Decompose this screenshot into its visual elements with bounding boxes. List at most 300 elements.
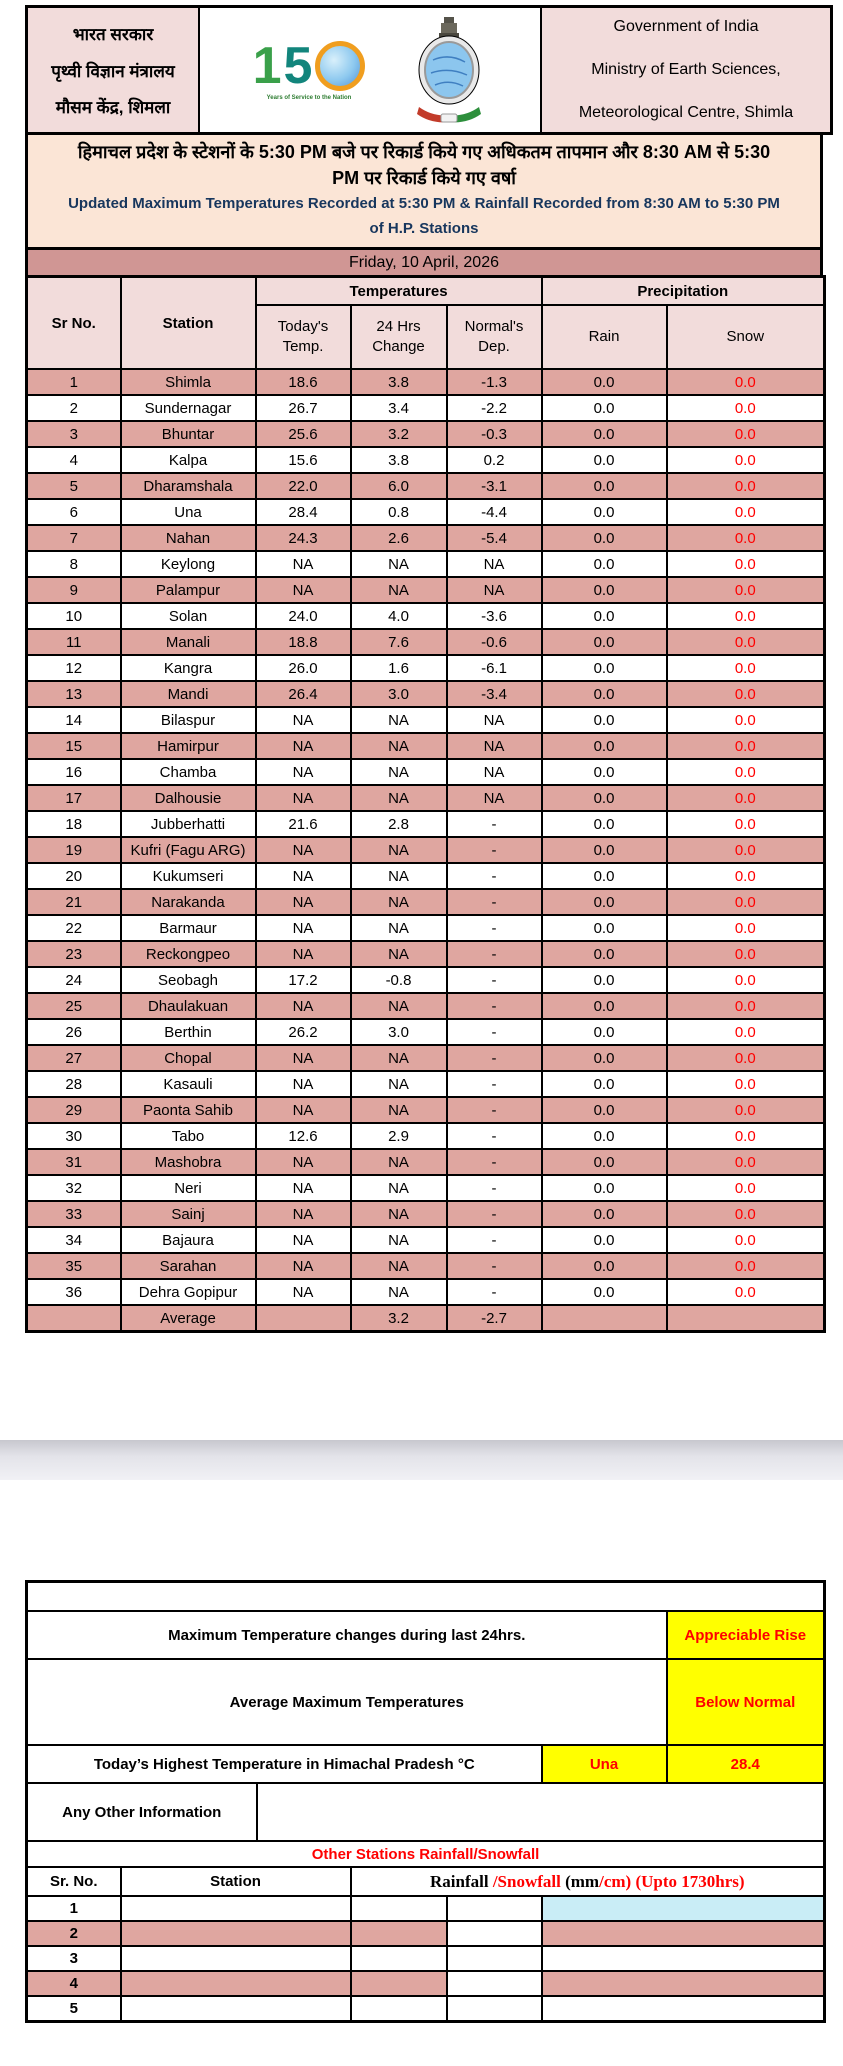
station-row bbox=[27, 1019, 825, 1045]
title-band bbox=[25, 132, 823, 250]
rain-cell bbox=[542, 1305, 667, 1332]
other-sr-cell: 5 bbox=[27, 1996, 121, 2022]
rain-cell: 0.0 bbox=[542, 1175, 667, 1201]
temp-cell: 24.3 bbox=[256, 525, 351, 551]
bulletin-document bbox=[25, 5, 823, 1333]
station-row bbox=[27, 915, 825, 941]
dep-cell: NA bbox=[447, 551, 542, 577]
station-name-cell: Solan bbox=[121, 603, 256, 629]
change-cell: 3.4 bbox=[351, 395, 447, 421]
sr-cell: 18 bbox=[27, 811, 121, 837]
snow-cell: 0.0 bbox=[667, 525, 825, 551]
col-header-normals-dep: Normal's Dep. bbox=[447, 305, 542, 369]
station-row bbox=[27, 1045, 825, 1071]
rain-cell: 0.0 bbox=[542, 395, 667, 421]
temp-cell: 18.8 bbox=[256, 629, 351, 655]
snow-cell: 0.0 bbox=[667, 759, 825, 785]
rain-cell: 0.0 bbox=[542, 629, 667, 655]
sr-cell: 13 bbox=[27, 681, 121, 707]
snow-cell: 0.0 bbox=[667, 993, 825, 1019]
snow-cell: 0.0 bbox=[667, 967, 825, 993]
station-name-cell: Una bbox=[121, 499, 256, 525]
other-c3-cell bbox=[351, 1996, 447, 2022]
other-c4-cell bbox=[447, 1946, 542, 1971]
dep-cell: - bbox=[447, 863, 542, 889]
station-row bbox=[27, 473, 825, 499]
station-name-cell: Kangra bbox=[121, 655, 256, 681]
temp-cell: NA bbox=[256, 1227, 351, 1253]
station-row bbox=[27, 785, 825, 811]
dep-cell: - bbox=[447, 1175, 542, 1201]
logo-150-digits bbox=[252, 36, 366, 95]
dep-cell: -1.3 bbox=[447, 369, 542, 395]
temp-cell: 22.0 bbox=[256, 473, 351, 499]
col-group-temperatures: Temperatures bbox=[256, 277, 542, 306]
other-sr-cell: 4 bbox=[27, 1971, 121, 1996]
station-row bbox=[27, 525, 825, 551]
empty-spacer-row bbox=[27, 1582, 825, 1612]
station-name-cell: Dalhousie bbox=[121, 785, 256, 811]
station-name-cell: Palampur bbox=[121, 577, 256, 603]
logos-cell bbox=[199, 7, 541, 134]
temp-cell: NA bbox=[256, 1253, 351, 1279]
change-cell: 3.0 bbox=[351, 1019, 447, 1045]
col-header-snow: Snow bbox=[667, 305, 825, 369]
station-row bbox=[27, 1071, 825, 1097]
temp-cell: 26.7 bbox=[256, 395, 351, 421]
sr-cell: 32 bbox=[27, 1175, 121, 1201]
station-name-cell: Tabo bbox=[121, 1123, 256, 1149]
station-row bbox=[27, 993, 825, 1019]
org-name-english bbox=[542, 8, 830, 132]
col-header-station: Station bbox=[121, 277, 256, 370]
rain-cell: 0.0 bbox=[542, 941, 667, 967]
rainfall-header-segment: (Upto 1730hrs) bbox=[631, 1871, 745, 1891]
dep-cell: -2.7 bbox=[447, 1305, 542, 1332]
station-row bbox=[27, 707, 825, 733]
temp-cell: 28.4 bbox=[256, 499, 351, 525]
dep-cell: - bbox=[447, 1071, 542, 1097]
bulletin-date: Friday, 10 April, 2026 bbox=[25, 247, 823, 278]
station-name-cell: Paonta Sahib bbox=[121, 1097, 256, 1123]
station-row bbox=[27, 1227, 825, 1253]
other-sr-cell: 3 bbox=[27, 1946, 121, 1971]
temp-cell: NA bbox=[256, 551, 351, 577]
sr-cell: 15 bbox=[27, 733, 121, 759]
header-table bbox=[25, 5, 833, 135]
station-row bbox=[27, 395, 825, 421]
sr-cell: 8 bbox=[27, 551, 121, 577]
dep-cell: -3.4 bbox=[447, 681, 542, 707]
station-row bbox=[27, 1279, 825, 1305]
other-stations-header-row bbox=[27, 1867, 825, 1896]
other-col-header-station: Station bbox=[121, 1867, 351, 1896]
snow-cell: 0.0 bbox=[667, 1123, 825, 1149]
snow-cell: 0.0 bbox=[667, 889, 825, 915]
dep-cell: NA bbox=[447, 785, 542, 811]
station-name-cell: Bajaura bbox=[121, 1227, 256, 1253]
temp-cell: NA bbox=[256, 941, 351, 967]
rain-cell: 0.0 bbox=[542, 681, 667, 707]
sr-cell: 22 bbox=[27, 915, 121, 941]
station-row bbox=[27, 759, 825, 785]
other-c5-cell bbox=[542, 1946, 825, 1971]
max-change-label: Maximum Temperature changes during last 24hrs. bbox=[27, 1611, 667, 1659]
station-row bbox=[27, 1253, 825, 1279]
snow-cell: 0.0 bbox=[667, 1279, 825, 1305]
dep-cell: -0.6 bbox=[447, 629, 542, 655]
average-row bbox=[27, 1305, 825, 1332]
station-row bbox=[27, 967, 825, 993]
snow-cell: 0.0 bbox=[667, 603, 825, 629]
sr-cell: 27 bbox=[27, 1045, 121, 1071]
imd-emblem-icon bbox=[411, 15, 487, 125]
dep-cell: -2.2 bbox=[447, 395, 542, 421]
sr-cell: 23 bbox=[27, 941, 121, 967]
sr-cell: 5 bbox=[27, 473, 121, 499]
temp-cell: 26.0 bbox=[256, 655, 351, 681]
temp-cell: NA bbox=[256, 993, 351, 1019]
station-row bbox=[27, 837, 825, 863]
station-row bbox=[27, 421, 825, 447]
dep-cell: - bbox=[447, 1149, 542, 1175]
rain-cell: 0.0 bbox=[542, 993, 667, 1019]
station-row bbox=[27, 811, 825, 837]
snow-cell: 0.0 bbox=[667, 1227, 825, 1253]
station-row bbox=[27, 733, 825, 759]
govt-of-india-hindi: भारत सरकार bbox=[72, 24, 154, 44]
other-station-row bbox=[27, 1996, 825, 2022]
highest-temp-station-badge: Una bbox=[542, 1745, 667, 1783]
temp-cell: 26.4 bbox=[256, 681, 351, 707]
temp-cell: NA bbox=[256, 1097, 351, 1123]
snow-cell: 0.0 bbox=[667, 1253, 825, 1279]
station-name-cell: Sarahan bbox=[121, 1253, 256, 1279]
col-header-sr: Sr No. bbox=[27, 277, 121, 370]
rain-cell: 0.0 bbox=[542, 1253, 667, 1279]
rain-cell: 0.0 bbox=[542, 447, 667, 473]
snow-cell: 0.0 bbox=[667, 707, 825, 733]
ministry-hindi: पृथ्वी विज्ञान मंत्रालय bbox=[51, 61, 175, 81]
rain-cell: 0.0 bbox=[542, 707, 667, 733]
station-row bbox=[27, 551, 825, 577]
station-name-cell: Dhaulakuan bbox=[121, 993, 256, 1019]
imd-150-years-logo-icon bbox=[252, 36, 366, 101]
temp-cell: NA bbox=[256, 707, 351, 733]
station-name-cell: Chopal bbox=[121, 1045, 256, 1071]
sr-cell: 35 bbox=[27, 1253, 121, 1279]
rain-cell: 0.0 bbox=[542, 1279, 667, 1305]
rain-cell: 0.0 bbox=[542, 863, 667, 889]
met-centre-hindi: मौसम केंद्र, शिमला bbox=[55, 98, 171, 118]
other-c5-cell bbox=[542, 1921, 825, 1946]
other-sr-cell: 2 bbox=[27, 1921, 121, 1946]
change-cell: NA bbox=[351, 577, 447, 603]
stations-table-head bbox=[27, 277, 825, 370]
snow-cell: 0.0 bbox=[667, 577, 825, 603]
sr-cell: 33 bbox=[27, 1201, 121, 1227]
other-station-row bbox=[27, 1946, 825, 1971]
stations-tbody bbox=[27, 369, 825, 1332]
rain-cell: 0.0 bbox=[542, 1019, 667, 1045]
snow-cell: 0.0 bbox=[667, 655, 825, 681]
rain-cell: 0.0 bbox=[542, 603, 667, 629]
dep-cell: - bbox=[447, 1097, 542, 1123]
temp-cell: NA bbox=[256, 863, 351, 889]
station-row bbox=[27, 889, 825, 915]
govt-of-india-label: Government of India bbox=[613, 18, 759, 35]
rain-cell: 0.0 bbox=[542, 1201, 667, 1227]
dep-cell: -3.1 bbox=[447, 473, 542, 499]
station-name-cell: Sainj bbox=[121, 1201, 256, 1227]
other-c4-cell bbox=[447, 1896, 542, 1921]
change-cell: NA bbox=[351, 733, 447, 759]
station-row bbox=[27, 1123, 825, 1149]
rain-cell: 0.0 bbox=[542, 499, 667, 525]
sr-cell: 25 bbox=[27, 993, 121, 1019]
station-name-cell: Mashobra bbox=[121, 1149, 256, 1175]
other-station-row bbox=[27, 1971, 825, 1996]
dep-cell: -4.4 bbox=[447, 499, 542, 525]
other-c4-cell bbox=[447, 1921, 542, 1946]
temp-cell: NA bbox=[256, 785, 351, 811]
rain-cell: 0.0 bbox=[542, 759, 667, 785]
sr-cell: 31 bbox=[27, 1149, 121, 1175]
other-c3-cell bbox=[351, 1896, 447, 1921]
dep-cell: - bbox=[447, 811, 542, 837]
temp-cell: NA bbox=[256, 1045, 351, 1071]
snow-cell: 0.0 bbox=[667, 499, 825, 525]
change-cell: NA bbox=[351, 707, 447, 733]
change-cell: 2.6 bbox=[351, 525, 447, 551]
rain-cell: 0.0 bbox=[542, 473, 667, 499]
org-name-hindi-cell bbox=[27, 7, 200, 134]
snow-cell: 0.0 bbox=[667, 395, 825, 421]
station-name-cell: Dharamshala bbox=[121, 473, 256, 499]
col-group-precipitation: Precipitation bbox=[542, 277, 825, 306]
snow-cell: 0.0 bbox=[667, 785, 825, 811]
station-name-cell: Manali bbox=[121, 629, 256, 655]
dep-cell: - bbox=[447, 915, 542, 941]
sr-cell: 4 bbox=[27, 447, 121, 473]
dep-cell: - bbox=[447, 1279, 542, 1305]
sr-cell: 9 bbox=[27, 577, 121, 603]
station-name-cell: Mandi bbox=[121, 681, 256, 707]
temp-cell: NA bbox=[256, 1279, 351, 1305]
station-row bbox=[27, 629, 825, 655]
highest-temp-value-badge: 28.4 bbox=[667, 1745, 825, 1783]
sr-cell: 20 bbox=[27, 863, 121, 889]
snow-cell: 0.0 bbox=[667, 1019, 825, 1045]
sr-cell: 34 bbox=[27, 1227, 121, 1253]
any-other-info-label: Any Other Information bbox=[27, 1783, 257, 1841]
temp-cell: 17.2 bbox=[256, 967, 351, 993]
station-name-cell: Average bbox=[121, 1305, 256, 1332]
sr-cell: 2 bbox=[27, 395, 121, 421]
temp-cell: NA bbox=[256, 837, 351, 863]
empty-spacer-cell bbox=[27, 1582, 825, 1612]
rainfall-header-segment: Rainfall bbox=[430, 1871, 493, 1891]
change-cell: NA bbox=[351, 1201, 447, 1227]
station-name-cell: Hamirpur bbox=[121, 733, 256, 759]
change-cell: 1.6 bbox=[351, 655, 447, 681]
sr-cell: 3 bbox=[27, 421, 121, 447]
station-name-cell: Seobagh bbox=[121, 967, 256, 993]
highest-temp-row bbox=[27, 1745, 825, 1783]
station-name-cell: Neri bbox=[121, 1175, 256, 1201]
other-c5-cell bbox=[542, 1896, 825, 1921]
other-c4-cell bbox=[447, 1971, 542, 1996]
rain-cell: 0.0 bbox=[542, 525, 667, 551]
sr-cell: 19 bbox=[27, 837, 121, 863]
dep-cell: - bbox=[447, 889, 542, 915]
org-name-english-cell bbox=[541, 7, 832, 134]
avg-max-row bbox=[27, 1659, 825, 1745]
rain-cell: 0.0 bbox=[542, 1071, 667, 1097]
ministry-label: Ministry of Earth Sciences, bbox=[591, 61, 781, 78]
change-cell: 4.0 bbox=[351, 603, 447, 629]
temp-cell: 15.6 bbox=[256, 447, 351, 473]
temp-cell: NA bbox=[256, 1071, 351, 1097]
change-cell: NA bbox=[351, 551, 447, 577]
dep-cell: NA bbox=[447, 733, 542, 759]
sr-cell: 6 bbox=[27, 499, 121, 525]
other-station-cell bbox=[121, 1896, 351, 1921]
rainfall-header-segment: (mm bbox=[565, 1871, 600, 1891]
rain-cell: 0.0 bbox=[542, 915, 667, 941]
dep-cell: -0.3 bbox=[447, 421, 542, 447]
avg-max-value-badge: Below Normal bbox=[667, 1659, 825, 1745]
temp-cell: 18.6 bbox=[256, 369, 351, 395]
station-name-cell: Dehra Gopipur bbox=[121, 1279, 256, 1305]
any-other-info-value-cell bbox=[257, 1783, 825, 1841]
dep-cell: - bbox=[447, 1253, 542, 1279]
station-row bbox=[27, 655, 825, 681]
dep-cell: - bbox=[447, 1123, 542, 1149]
snow-cell: 0.0 bbox=[667, 811, 825, 837]
change-cell: NA bbox=[351, 785, 447, 811]
rain-cell: 0.0 bbox=[542, 1123, 667, 1149]
snow-cell: 0.0 bbox=[667, 1097, 825, 1123]
station-name-cell: Barmaur bbox=[121, 915, 256, 941]
snow-cell: 0.0 bbox=[667, 551, 825, 577]
other-c5-cell bbox=[542, 1996, 825, 2022]
change-cell: NA bbox=[351, 1253, 447, 1279]
stations-table bbox=[25, 275, 826, 1333]
col-header-24hrs-change: 24 Hrs Change bbox=[351, 305, 447, 369]
station-row bbox=[27, 1175, 825, 1201]
rain-cell: 0.0 bbox=[542, 1227, 667, 1253]
rain-cell: 0.0 bbox=[542, 785, 667, 811]
logo-150-subtext: Years of Service to the Nation bbox=[266, 94, 352, 101]
other-station-row bbox=[27, 1896, 825, 1921]
dep-cell: - bbox=[447, 1045, 542, 1071]
logo-globe-zero-icon bbox=[315, 41, 365, 91]
snow-cell bbox=[667, 1305, 825, 1332]
change-cell: 3.2 bbox=[351, 421, 447, 447]
dep-cell: -3.6 bbox=[447, 603, 542, 629]
org-name-hindi bbox=[28, 8, 198, 132]
station-row bbox=[27, 941, 825, 967]
sr-cell: 29 bbox=[27, 1097, 121, 1123]
change-cell: NA bbox=[351, 1045, 447, 1071]
temp-cell: NA bbox=[256, 759, 351, 785]
sr-cell: 14 bbox=[27, 707, 121, 733]
other-stations-title: Other Stations Rainfall/Snowfall bbox=[27, 1841, 825, 1867]
change-cell: NA bbox=[351, 863, 447, 889]
other-col-header-sr: Sr. No. bbox=[27, 1867, 121, 1896]
other-station-cell bbox=[121, 1946, 351, 1971]
change-cell: -0.8 bbox=[351, 967, 447, 993]
page-separator bbox=[0, 1440, 843, 1480]
change-cell: NA bbox=[351, 915, 447, 941]
other-sr-cell: 1 bbox=[27, 1896, 121, 1921]
dep-cell: 0.2 bbox=[447, 447, 542, 473]
other-c3-cell bbox=[351, 1921, 447, 1946]
other-c3-cell bbox=[351, 1971, 447, 1996]
avg-max-label: Average Maximum Temperatures bbox=[27, 1659, 667, 1745]
logo-digit-1: 1 bbox=[252, 36, 282, 95]
bulletin-title-english-line2: of H.P. Stations bbox=[369, 220, 479, 237]
station-row bbox=[27, 681, 825, 707]
other-c4-cell bbox=[447, 1996, 542, 2022]
snow-cell: 0.0 bbox=[667, 629, 825, 655]
other-c5-cell bbox=[542, 1971, 825, 1996]
snow-cell: 0.0 bbox=[667, 837, 825, 863]
snow-cell: 0.0 bbox=[667, 733, 825, 759]
station-row bbox=[27, 369, 825, 395]
dep-cell: NA bbox=[447, 707, 542, 733]
col-header-rain: Rain bbox=[542, 305, 667, 369]
sr-cell: 24 bbox=[27, 967, 121, 993]
dep-cell: - bbox=[447, 1227, 542, 1253]
rainfall-header-segment: /cm) bbox=[599, 1871, 632, 1891]
dep-cell: -6.1 bbox=[447, 655, 542, 681]
dep-cell: NA bbox=[447, 759, 542, 785]
temp-cell: 24.0 bbox=[256, 603, 351, 629]
change-cell: 3.2 bbox=[351, 1305, 447, 1332]
temp-cell: NA bbox=[256, 577, 351, 603]
bulletin-title-hindi-line2: PM पर रिकार्ड किये गए वर्षा bbox=[332, 168, 516, 188]
sr-cell: 10 bbox=[27, 603, 121, 629]
dep-cell: - bbox=[447, 1201, 542, 1227]
snow-cell: 0.0 bbox=[667, 941, 825, 967]
station-name-cell: Bhuntar bbox=[121, 421, 256, 447]
snow-cell: 0.0 bbox=[667, 863, 825, 889]
change-cell: NA bbox=[351, 1149, 447, 1175]
station-name-cell: Kufri (Fagu ARG) bbox=[121, 837, 256, 863]
station-name-cell: Reckongpeo bbox=[121, 941, 256, 967]
header-row bbox=[27, 7, 832, 134]
rain-cell: 0.0 bbox=[542, 1149, 667, 1175]
station-row bbox=[27, 603, 825, 629]
snow-cell: 0.0 bbox=[667, 1045, 825, 1071]
change-cell: 2.9 bbox=[351, 1123, 447, 1149]
sr-cell: 16 bbox=[27, 759, 121, 785]
station-row bbox=[27, 1097, 825, 1123]
station-row bbox=[27, 577, 825, 603]
station-name-cell: Kukumseri bbox=[121, 863, 256, 889]
sr-cell: 36 bbox=[27, 1279, 121, 1305]
temp-cell: 25.6 bbox=[256, 421, 351, 447]
snow-cell: 0.0 bbox=[667, 1201, 825, 1227]
other-stations-title-row bbox=[27, 1841, 825, 1867]
sr-cell: 1 bbox=[27, 369, 121, 395]
rain-cell: 0.0 bbox=[542, 733, 667, 759]
change-cell: 7.6 bbox=[351, 629, 447, 655]
rain-cell: 0.0 bbox=[542, 1097, 667, 1123]
rain-cell: 0.0 bbox=[542, 811, 667, 837]
